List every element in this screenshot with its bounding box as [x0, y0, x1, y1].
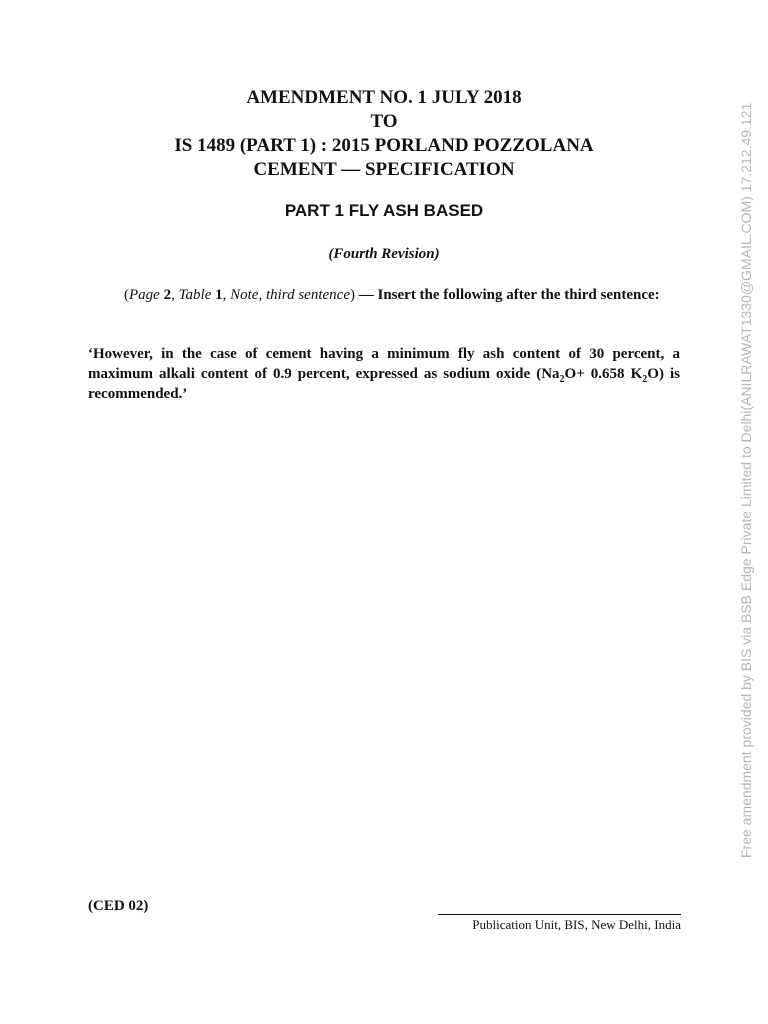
- publication-unit: Publication Unit, BIS, New Delhi, India: [472, 917, 681, 932]
- instruction-paragraph: (Page 2, Table 1, Note, third sentence) — Insert the following after the third sentence:: [124, 287, 660, 303]
- quote-part-3: O) is recommended.’: [88, 366, 680, 402]
- title-amendment: AMENDMENT NO. 1 JULY 2018: [246, 87, 522, 108]
- title-standard: IS 1489 (PART 1) : 2015 PORLAND POZZOLANA: [174, 135, 594, 156]
- title-block: [0, 86, 768, 182]
- open-paren: (: [124, 287, 129, 303]
- title-to: TO: [370, 111, 398, 132]
- note-label: Note: [230, 287, 259, 303]
- table-number: 1: [215, 287, 223, 303]
- sentence-label: third sentence: [265, 287, 350, 303]
- close-paren: ): [349, 287, 355, 303]
- revision-label: (Fourth Revision): [328, 246, 440, 262]
- instruction-text: — Insert the following after the third sentence:: [354, 287, 660, 303]
- signature-rule: [438, 914, 681, 915]
- table-label: Table: [178, 287, 212, 303]
- license-watermark: Free amendment provided by BIS via BSB Edge Private Limited to Delhi(ANILRAWAT1330@GMAIL.COM) 17.212.49.121: [738, 102, 754, 858]
- title-specification: CEMENT — SPECIFICATION: [253, 159, 515, 180]
- quote-part-1: ‘However, in the case of cement having a minimum fly ash content of 30 percent, a maximum alkali content of 0.9 percent, expressed as sodium oxide (Na: [88, 346, 680, 382]
- quote-paragraph: [88, 344, 680, 404]
- page-number: 2: [163, 287, 172, 303]
- quote-part-2: O+ 0.658 K: [564, 366, 643, 382]
- part-heading: PART 1 FLY ASH BASED: [284, 201, 484, 220]
- subscript-na: 2: [559, 374, 565, 385]
- page-label: Page: [129, 287, 160, 303]
- committee-code: (CED 02): [88, 898, 149, 914]
- subscript-k: 2: [642, 374, 648, 385]
